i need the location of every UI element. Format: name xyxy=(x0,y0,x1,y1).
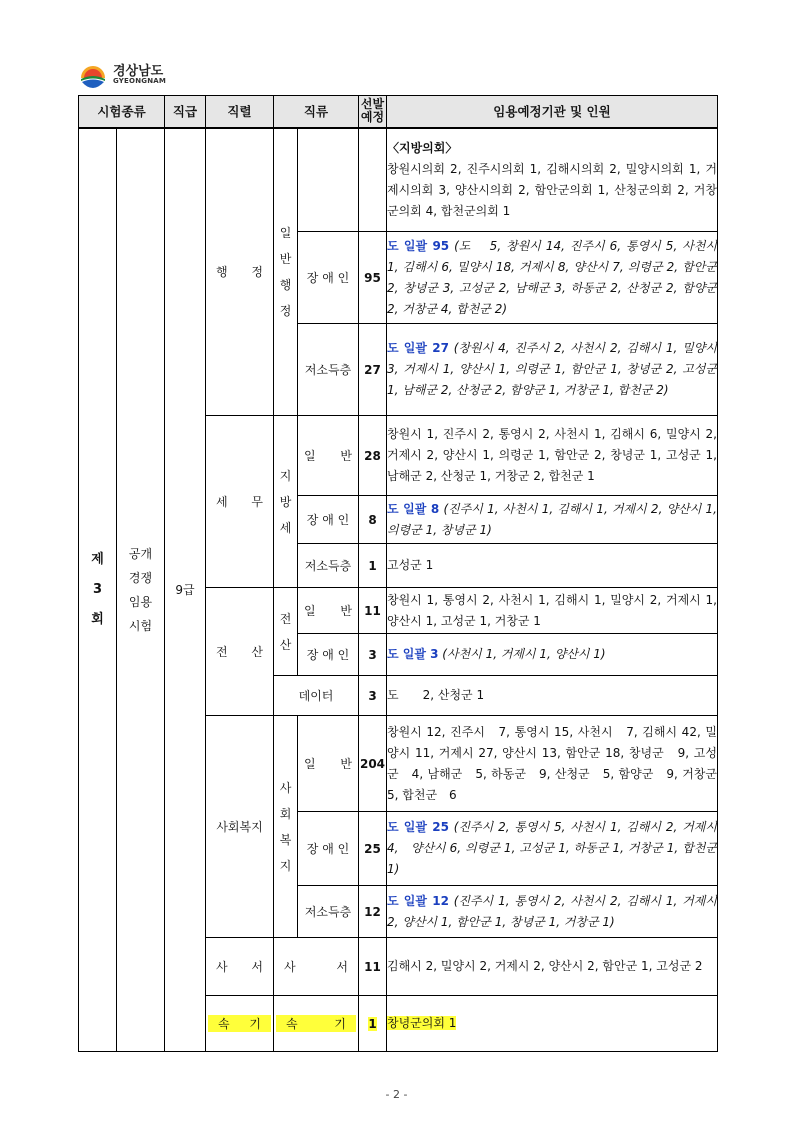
class-char: 사 xyxy=(279,780,292,795)
org-general: 창원시 1, 진주시 2, 통영시 2, 사천시 1, 김해시 6, 밀양시 2, 거제시 2, 양산시 1, 의령군 1, 함안군 2, 창녕군 1, 고성군 1, 남해군 2, 산청군 1, 거창군 2, 합천군 1 xyxy=(387,416,718,496)
label-char: 반 xyxy=(340,604,352,618)
blank-cell xyxy=(298,128,359,232)
org-lead: 도 일괄 25 xyxy=(387,820,449,834)
series-char: 속 xyxy=(218,1017,230,1031)
class-lowincome: 저소득층 xyxy=(298,544,359,588)
exam-type-char: 시험 xyxy=(128,618,153,633)
label-char: 일 xyxy=(304,449,316,463)
series-char: 행 xyxy=(216,265,228,280)
org-general: 창원시 12, 진주시 7, 통영시 15, 사천시 7, 김해시 42, 밀양시 11, 거제시 27, 양산시 13, 함안군 18, 창녕군 9, 고성군 4, 남해군 5, 하동군 9, 산청군 5, 함양군 9, 거창군 5, 합천군 6 xyxy=(387,716,718,812)
num-disabled: 3 xyxy=(359,634,387,676)
series-char: 산 xyxy=(251,645,263,659)
label-char: 반 xyxy=(340,757,352,771)
class-data: 데이터 xyxy=(274,676,359,716)
header-series: 직렬 xyxy=(206,96,274,128)
series-haengjeong xyxy=(206,128,274,416)
org-disabled xyxy=(387,812,718,886)
label-char: 일 xyxy=(304,604,316,618)
num-general: 204 xyxy=(359,716,387,812)
class-local-tax xyxy=(274,416,298,588)
org-rest: (도 5, 창원시 14, 진주시 6, 통영시 5, 사천시 1, 김해시 6, 밀양시 18, 거제시 8, 양산시 7, 의령군 2, 함안군 2, 창녕군 3, 고성군 2, 남해군 3, 하동군 2, 산청군 2, 함양군 2, 거창군 4, 합천군 2) xyxy=(387,238,718,316)
class-disabled: 장 애 인 xyxy=(298,812,359,886)
header-exam-type: 시험종류 xyxy=(79,96,165,128)
org-data: 도 2, 산청군 1 xyxy=(387,676,718,716)
class-disabled: 장 애 인 xyxy=(298,496,359,544)
class-char: 정 xyxy=(279,303,292,318)
org-lowincome xyxy=(387,324,718,416)
class-char: 전 xyxy=(279,611,292,626)
class-social-welfare xyxy=(274,716,298,938)
exam-type xyxy=(117,128,165,1052)
class-char: 기 xyxy=(334,1017,346,1031)
org-general: 창원시 1, 통영시 2, 사천시 1, 김해시 1, 밀양시 2, 거제시 1, 양산시 1, 고성군 1, 거창군 1 xyxy=(387,588,718,634)
num-disabled: 25 xyxy=(359,812,387,886)
class-char: 세 xyxy=(279,520,292,535)
org-lead: 도 일괄 95 xyxy=(387,238,450,253)
class-char: 속 xyxy=(286,1017,298,1031)
class-char: 복 xyxy=(279,832,292,847)
org-lead: 도 일괄 8 xyxy=(387,501,440,516)
class-lowincome: 저소득층 xyxy=(298,324,359,416)
series-char: 사 xyxy=(216,960,228,974)
class-general xyxy=(298,588,359,634)
blank-num xyxy=(359,128,387,232)
org-lowincome: 고성군 1 xyxy=(387,544,718,588)
class-lowincome: 저소득층 xyxy=(298,886,359,938)
class-char: 서 xyxy=(336,960,348,974)
class-general xyxy=(298,716,359,812)
series-char: 무 xyxy=(251,495,263,509)
num-disabled: 8 xyxy=(359,496,387,544)
org-lowincome xyxy=(387,886,718,938)
class-saseo xyxy=(274,938,359,996)
num-disabled: 95 xyxy=(359,232,387,324)
series-char: 서 xyxy=(251,960,263,974)
series-char: 세 xyxy=(216,495,228,509)
class-char: 행 xyxy=(279,277,292,292)
series-char: 전 xyxy=(216,645,228,659)
series-saseo xyxy=(206,938,274,996)
series-sahoe: 사회복지 xyxy=(206,716,274,938)
grade-cell: 9급 xyxy=(165,128,206,1052)
org-disabled xyxy=(387,232,718,324)
label-char: 반 xyxy=(340,449,352,463)
recruitment-table xyxy=(78,95,730,1052)
org-rest: (진주시 1, 사천시 1, 김해시 1, 거제시 2, 양산시 1, 의령군 1, 창녕군 1) xyxy=(387,501,717,537)
org-sokgi xyxy=(387,996,718,1052)
class-computing xyxy=(274,588,298,676)
org-saseo: 김해시 2, 밀양시 2, 거제시 2, 양산시 2, 함안군 1, 고성군 2 xyxy=(387,938,718,996)
logo-english: GYEONGNAM xyxy=(113,77,167,85)
num-lowincome: 12 xyxy=(359,886,387,938)
org-rest: (진주시 2, 통영시 5, 사천시 1, 김해시 2, 거제시 4, 양산시 6, 의령군 1, 고성군 1, 하동군 1, 거창군 1, 합천군 1) xyxy=(387,820,717,876)
class-char: 사 xyxy=(284,960,296,974)
gyeongnam-emblem-icon xyxy=(78,60,108,90)
class-char: 지 xyxy=(279,468,292,483)
header-grade: 직급 xyxy=(165,96,206,128)
class-char: 회 xyxy=(279,806,292,821)
series-semu xyxy=(206,416,274,588)
org-rest: (진주시 1, 통영시 2, 사천시 2, 김해시 1, 거제시 2, 양산시 1, 함안군 1, 창녕군 1, 거창군 1) xyxy=(387,893,717,929)
num-general: 11 xyxy=(359,588,387,634)
council-cell xyxy=(387,128,718,232)
num-sokgi-text: 1 xyxy=(368,1016,377,1031)
class-char: 일 xyxy=(279,225,292,240)
num-lowincome: 1 xyxy=(359,544,387,588)
org-disabled xyxy=(387,634,718,676)
org-sokgi-text: 창녕군의회 1 xyxy=(387,1016,457,1030)
class-char: 지 xyxy=(279,858,292,873)
page-number: - 2 - xyxy=(385,1088,408,1101)
num-saseo: 11 xyxy=(359,938,387,996)
round-char: 3 xyxy=(92,581,103,597)
class-char: 산 xyxy=(279,637,292,652)
header-planned: 선발 예정 xyxy=(359,96,387,128)
org-rest: (사천시 1, 거제시 1, 양산시 1) xyxy=(438,647,606,661)
series-jeonsan xyxy=(206,588,274,716)
class-disabled: 장 애 인 xyxy=(298,634,359,676)
num-sokgi xyxy=(359,996,387,1052)
class-general xyxy=(298,416,359,496)
num-data: 3 xyxy=(359,676,387,716)
gyeongnam-logo xyxy=(78,58,166,92)
header-class: 직류 xyxy=(274,96,359,128)
header-org: 임용예정기관 및 인원 xyxy=(387,96,718,128)
class-char: 반 xyxy=(279,251,292,266)
num-lowincome: 27 xyxy=(359,324,387,416)
exam-round xyxy=(79,128,117,1052)
round-char: 제 xyxy=(91,551,104,567)
class-char: 방 xyxy=(279,494,292,509)
series-char: 기 xyxy=(249,1017,261,1031)
exam-type-char: 임용 xyxy=(128,594,153,609)
council-body: 창원시의회 2, 진주시의회 1, 김해시의회 2, 밀양시의회 1, 거제시의회 3, 양산시의회 2, 함안군의회 1, 산청군의회 2, 거창군의회 4, 합천군의회 1 xyxy=(387,161,717,218)
logo-korean: 경상남도 xyxy=(113,64,164,79)
round-char: 회 xyxy=(91,611,104,627)
label-char: 일 xyxy=(304,757,316,771)
series-sokgi xyxy=(206,996,274,1052)
class-disabled: 장 애 인 xyxy=(298,232,359,324)
num-general: 28 xyxy=(359,416,387,496)
series-char: 정 xyxy=(251,265,263,280)
org-lead: 도 일괄 27 xyxy=(387,341,449,355)
class-general-admin xyxy=(274,128,298,416)
org-rest: (창원시 4, 진주시 2, 사천시 2, 김해시 1, 밀양시 3, 거제시 1, 양산시 1, 의령군 1, 함안군 1, 창녕군 2, 고성군 1, 남해군 2, 산청군 2, 함양군 1, 거창군 1, 합천군 2) xyxy=(387,341,717,397)
org-lead: 도 일괄 3 xyxy=(387,647,439,661)
council-title: 〈지방의회〉 xyxy=(387,140,458,155)
org-lead: 도 일괄 12 xyxy=(387,893,449,908)
exam-type-char: 경쟁 xyxy=(128,570,153,585)
exam-type-char: 공개 xyxy=(128,546,153,561)
class-sokgi xyxy=(274,996,359,1052)
org-disabled xyxy=(387,496,718,544)
